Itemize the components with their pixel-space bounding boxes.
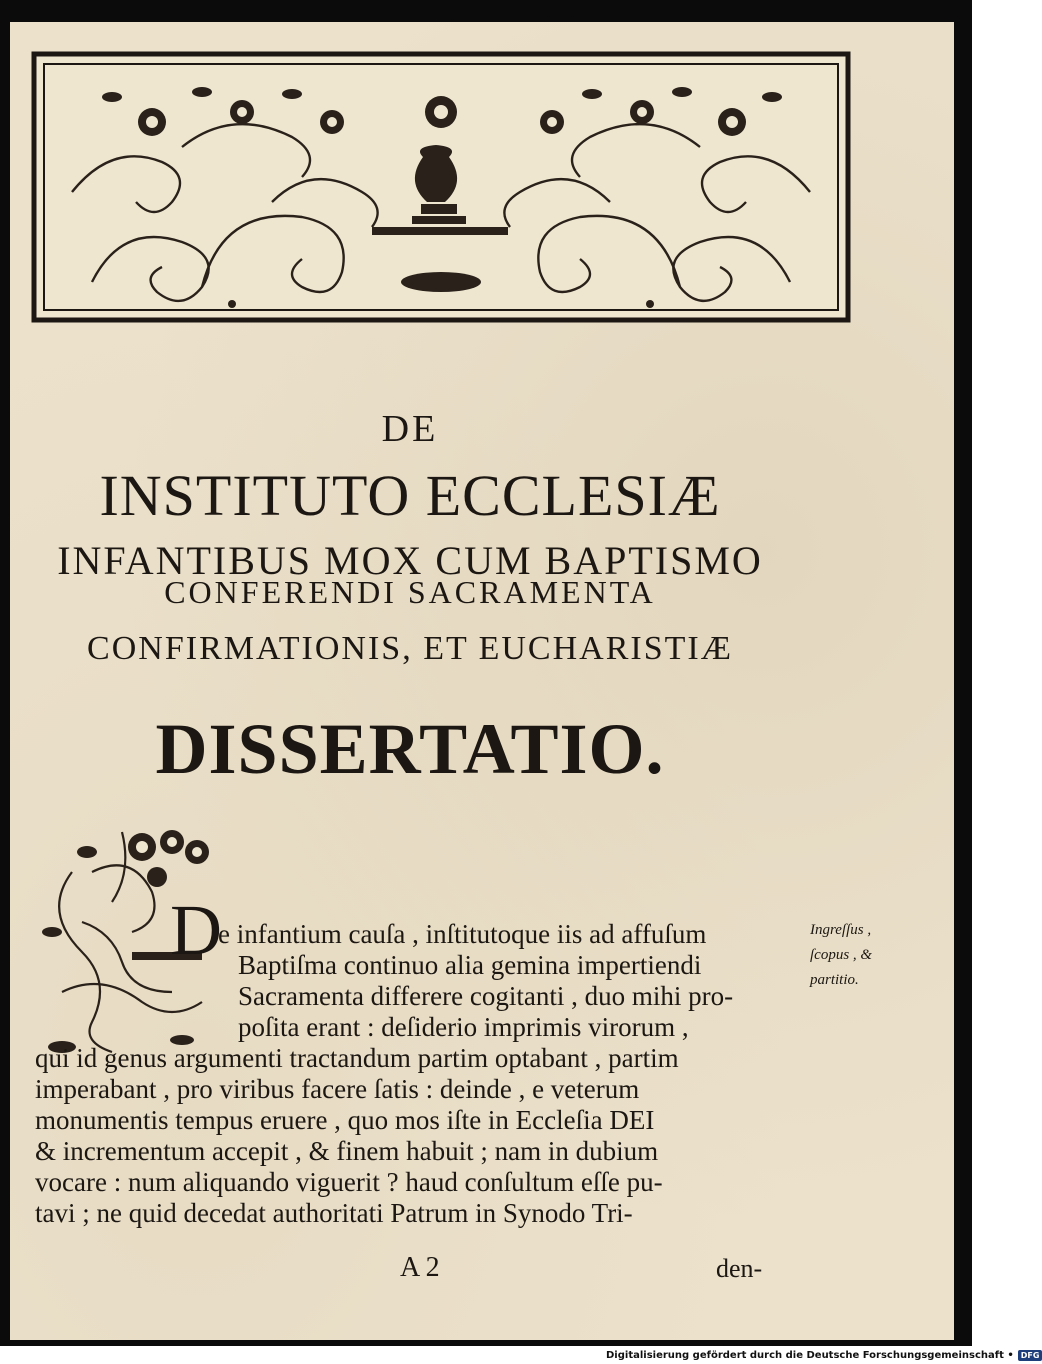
body-line: Sacramenta differere cogitanti , duo mihi pro- [238,981,734,1011]
book-page [10,22,954,1340]
marginal-note-line: partitio. [810,972,859,988]
body-line: & incrementum accepit , & finem habuit ; nam in dubium [35,1136,659,1166]
heading-dissertatio: DISSERTATIO. [155,709,665,789]
body-line: monumentis tempus eruere , quo mos iſte in Eccleſia DEI [35,1105,655,1135]
signature-mark: A 2 [400,1252,440,1283]
body-line: Baptiſma continuo alia gemina impertiendi [238,950,702,980]
body-line: e infantium cauſa , inſtitutoque iis ad affuſum [218,919,707,949]
marginal-note-line: ſcopus , & [810,947,873,963]
heading-infantibus: INFANTIBUS MOX CUM BAPTISMO [57,538,763,583]
funding-credit [606,1346,1040,1364]
heading-conferendi: CONFERENDI SACRAMENTA [164,574,656,610]
body-line: tavi ; ne quid decedat authoritati Patrum in Synodo Tri- [35,1198,633,1228]
heading-de: DE [381,408,439,450]
funding-credit-text: Digitalisierung gefördert durch die Deutsche Forschungsgemeinschaft • [606,1349,1014,1361]
headpiece-ornament-icon [32,52,850,322]
marginal-note-line: Ingreſſus , [810,922,872,938]
catchword: den- [716,1254,763,1283]
heading-instituto: INSTITUTO ECCLESIÆ [99,463,721,528]
body-line: vocare : num aliquando viguerit ? haud conſultum eſſe pu- [35,1167,663,1197]
body-line: poſita erant : deſiderio imprimis virorum , [238,1012,689,1042]
body-line: qui id genus argumenti tractandum partim optabant , partim [35,1043,679,1073]
heading-confirmationis: CONFIRMATIONIS, ET EUCHARISTIÆ [87,630,733,667]
body-line: imperabant , pro viribus facere ſatis : deinde , e veterum [35,1074,640,1104]
dfg-logo-icon: DFG [1018,1350,1042,1361]
initial-letter: D [170,890,222,970]
